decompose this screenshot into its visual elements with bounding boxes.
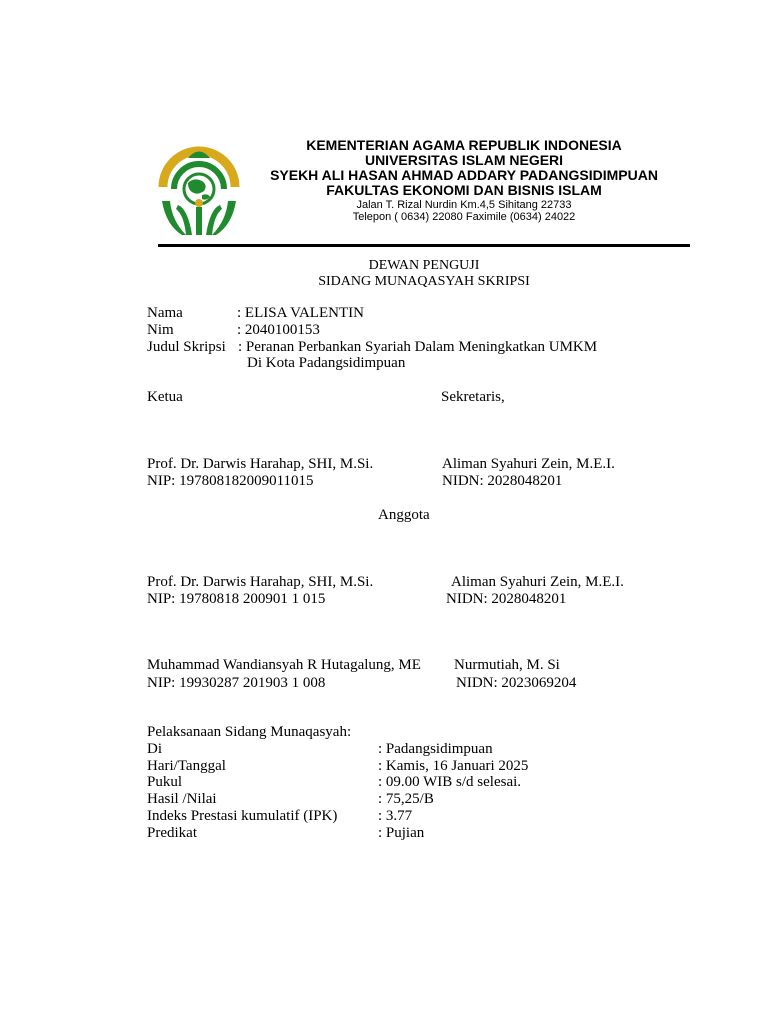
- pelaksanaan-value: : Pujian: [378, 825, 425, 841]
- pelaksanaan-label: Hari/Tanggal: [147, 758, 226, 774]
- anggota-2-name: Aliman Syahuri Zein, M.E.I.: [451, 574, 624, 590]
- header-university-name: SYEKH ALI HASAN AHMAD ADDARY PADANGSIDIMPUAN: [270, 167, 658, 183]
- sekretaris-label: Sekretaris,: [441, 389, 505, 405]
- pelaksanaan-label: Pukul: [147, 774, 183, 790]
- pelaksanaan-label: Di: [147, 741, 162, 757]
- header-divider: [158, 244, 690, 247]
- pelaksanaan-label: Hasil /Nilai: [147, 791, 217, 807]
- nim-value: : 2040100153: [237, 322, 320, 338]
- judul-value: : Peranan Perbankan Syariah Dalam Meningkatkan UMKM: [238, 339, 598, 355]
- judul-label: Judul Skripsi: [147, 339, 226, 355]
- anggota-1-name: Prof. Dr. Darwis Harahap, SHI, M.Si.: [147, 574, 374, 590]
- pelaksanaan-value: : Padangsidimpuan: [378, 741, 493, 757]
- header-faculty: FAKULTAS EKONOMI DAN BISNIS ISLAM: [326, 182, 602, 198]
- anggota-4-name: Nurmutiah, M. Si: [454, 657, 560, 673]
- sekretaris-nidn: NIDN: 2028048201: [442, 473, 563, 489]
- pelaksanaan-label: Indeks Prestasi kumulatif (IPK): [147, 808, 338, 824]
- title-line1: DEWAN PENGUJI: [368, 258, 480, 273]
- judul-value-line2: Di Kota Padangsidimpuan: [247, 355, 406, 371]
- anggota-3-name: Muhammad Wandiansyah R Hutagalung, ME: [147, 657, 421, 673]
- anggota-2-nidn: NIDN: 2028048201: [446, 591, 567, 607]
- anggota-3-nip: NIP: 19930287 201903 1 008: [147, 675, 326, 691]
- pelaksanaan-label: Predikat: [147, 825, 197, 841]
- title-line2: SIDANG MUNAQASYAH SKRIPSI: [318, 274, 530, 289]
- anggota-1-nip: NIP: 19780818 200901 1 015: [147, 591, 326, 607]
- pelaksanaan-value: : Kamis, 16 Januari 2025: [378, 758, 529, 774]
- header-phone: Telepon ( 0634) 22080 Faximile (0634) 24022: [352, 211, 576, 223]
- anggota-label: Anggota: [378, 507, 430, 523]
- ketua-label: Ketua: [147, 389, 183, 405]
- nama-label: Nama: [147, 305, 183, 321]
- pelaksanaan-value: : 09.00 WIB s/d selesai.: [378, 774, 522, 790]
- university-logo-icon: [158, 143, 240, 239]
- header-ministry: KEMENTERIAN AGAMA REPUBLIK INDONESIA: [306, 137, 622, 153]
- header-address: Jalan T. Rizal Nurdin Km.4,5 Sihitang 22733: [356, 199, 572, 211]
- pelaksanaan-heading: Pelaksanaan Sidang Munaqasyah:: [147, 724, 352, 740]
- ketua-nip: NIP: 197808182009011015: [147, 473, 314, 489]
- pelaksanaan-value: : 75,25/B: [378, 791, 434, 807]
- nim-label: Nim: [147, 322, 174, 338]
- sekretaris-name: Aliman Syahuri Zein, M.E.I.: [442, 456, 615, 472]
- header-university: UNIVERSITAS ISLAM NEGERI: [364, 152, 564, 168]
- anggota-4-nidn: NIDN: 2023069204: [456, 675, 577, 691]
- nama-value: : ELISA VALENTIN: [237, 305, 364, 321]
- pelaksanaan-value: : 3.77: [378, 808, 413, 824]
- ketua-name: Prof. Dr. Darwis Harahap, SHI, M.Si.: [147, 456, 374, 472]
